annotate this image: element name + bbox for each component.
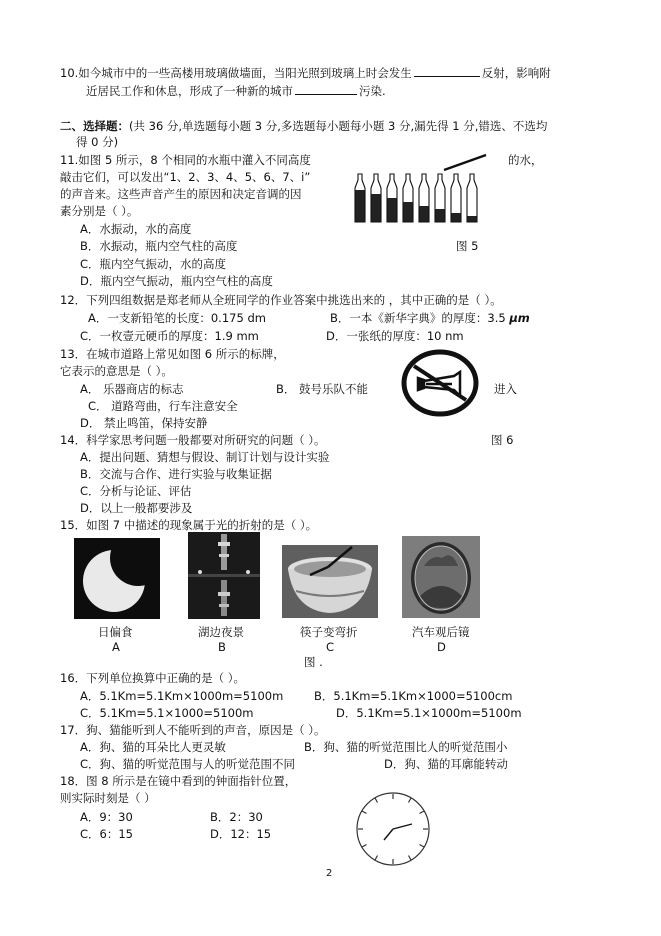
water-bottles-figure bbox=[352, 152, 498, 226]
q14-option-d[interactable]: D．以上一般都要涉及 bbox=[80, 501, 193, 515]
figure-caption: 图 6 bbox=[491, 433, 514, 447]
q16-stem: 16．下列单位换算中正确的是（ ）。 bbox=[60, 671, 246, 685]
lakeside-night-photo bbox=[188, 532, 260, 619]
section-desc: 得 0 分) bbox=[76, 135, 119, 149]
q11-stem: 敲击它们，可以发出“1、2、3、4、5、6、7、i” bbox=[60, 170, 311, 184]
stick-icon bbox=[444, 155, 486, 170]
figure-caption: 图 . bbox=[304, 655, 323, 669]
mirror-clock-icon bbox=[354, 790, 432, 868]
q11-stem: 素分别是（ ）。 bbox=[60, 204, 139, 218]
q18-option-a[interactable]: A．9：30 bbox=[80, 810, 133, 824]
q15-option-b[interactable]: B bbox=[218, 640, 226, 654]
car-mirror-photo bbox=[402, 536, 480, 618]
q11-option-d[interactable]: D．瓶内空气振动，瓶内空气柱的高度 bbox=[80, 274, 273, 288]
q18-stem: 18．图 8 所示是在镜中看到的钟面指针位置， bbox=[60, 774, 297, 788]
q12-stem: 12．下列四组数据是郑老师从全班同学的作业答案中挑选出来的 ，其中正确的是（ ）。 bbox=[60, 293, 502, 307]
q11-option-c[interactable]: C．瓶内空气振动，水的高度 bbox=[80, 257, 227, 271]
q13-option-d[interactable]: D． 禁止鸣笛，保持安静 bbox=[80, 416, 208, 430]
q12-option-d[interactable]: D．一张纸的厚度：10 nm bbox=[326, 329, 464, 343]
q16-option-a[interactable]: A．5.1Km=5.1Km×1000m=5100m bbox=[80, 689, 284, 703]
q14-stem: 14．科学家思考问题一般都要对所研究的问题（ ）。 bbox=[60, 433, 326, 447]
bent-chopstick-photo bbox=[282, 545, 378, 618]
no-horn-sign-icon bbox=[400, 348, 480, 418]
q18-option-c[interactable]: C．6：15 bbox=[80, 827, 133, 841]
q15-option-c[interactable]: C bbox=[326, 640, 335, 654]
q16-option-b[interactable]: B．5.1Km=5.1Km×1000=5100cm bbox=[314, 689, 513, 703]
q11-stem: 11.如图 5 所示，8 个相同的水瓶中灌入不同高度 bbox=[60, 153, 311, 167]
q18-option-d[interactable]: D．12：15 bbox=[210, 827, 272, 841]
q17-stem: 17．狗、猫能听到人不能听到的声音，原因是（ ）。 bbox=[60, 723, 326, 737]
solar-eclipse-photo bbox=[74, 538, 160, 619]
q13-option-c[interactable]: C． 道路弯曲，行车注意安全 bbox=[88, 399, 238, 413]
q13-stem: 13．在城市道路上常见如图 6 所示的标牌， bbox=[60, 347, 285, 361]
q16-option-d[interactable]: D．5.1Km=5.1×1000m=5100m bbox=[336, 706, 522, 720]
section-heading: 二、选择题：(共 36 分,单选题每小题 3 分,多选题每小题每小题 3 分,漏先得 1 分,错选、不选均 bbox=[60, 119, 548, 133]
q15-option-a[interactable]: A bbox=[112, 640, 120, 654]
q12-option-c[interactable]: C．一枚壹元硬币的厚度：1.9 mm bbox=[80, 329, 259, 343]
answer-blank[interactable] bbox=[295, 82, 357, 95]
q13-option-b-tail: 进入 bbox=[494, 382, 517, 396]
q12-option-b[interactable]: B．一本《新华字典》的厚度：3.5 μm bbox=[330, 311, 530, 325]
q10-line2: 近居民工作和休息，形成了一种新的城市 污染. bbox=[86, 84, 386, 98]
q16-option-c[interactable]: C．5.1Km=5.1×1000=5100m bbox=[80, 706, 254, 720]
q10-line1: 10.如今城市中的一些高楼用玻璃做墙面，当阳光照到玻璃上时会发生 反射，影响附 bbox=[60, 66, 551, 80]
q17-option-b[interactable]: B．狗、猫的听觉范围比人的听觉范围小 bbox=[304, 740, 508, 754]
photo-caption-c: 筷子变弯折 bbox=[300, 625, 358, 639]
q11-option-b[interactable]: B．水振动，瓶内空气柱的高度 bbox=[80, 239, 238, 253]
q17-option-a[interactable]: A．狗、猫的耳朵比人更灵敏 bbox=[80, 740, 226, 754]
figure-caption: 图 5 bbox=[456, 239, 479, 253]
q14-option-b[interactable]: B．交流与合作、进行实验与收集证据 bbox=[80, 467, 272, 481]
q11-stem: 的声音来。这些声音产生的原因和决定音调的因 bbox=[60, 187, 302, 201]
q11-option-a[interactable]: A．水振动，水的高度 bbox=[80, 222, 192, 236]
q15-option-d[interactable]: D bbox=[437, 640, 446, 654]
q18-stem: 则实际时刻是（ ） bbox=[60, 791, 156, 805]
photo-caption-b: 湖边夜景 bbox=[198, 625, 244, 639]
q12-option-a[interactable]: A．一支新铅笔的长度：0.175 dm bbox=[88, 311, 266, 325]
q13-option-b[interactable]: B． 鼓号乐队不能 bbox=[276, 382, 369, 396]
q18-option-b[interactable]: B．2：30 bbox=[210, 810, 263, 824]
answer-blank[interactable] bbox=[414, 64, 480, 77]
q17-option-c[interactable]: C．狗、猫的听觉范围与人的听觉范围不同 bbox=[80, 757, 296, 771]
q13-stem: 它表示的意思是（ ）。 bbox=[60, 364, 173, 378]
q13-option-a[interactable]: A． 乐器商店的标志 bbox=[80, 382, 184, 396]
q11-stem-tail: 的水， bbox=[508, 153, 543, 167]
photo-caption-d: 汽车观后镜 bbox=[412, 625, 470, 639]
q14-option-a[interactable]: A．提出问题、猜想与假设、制订计划与设计实验 bbox=[80, 450, 330, 464]
q17-option-d[interactable]: D．狗、猫的耳廓能转动 bbox=[384, 757, 508, 771]
q14-option-c[interactable]: C．分析与论证、评估 bbox=[80, 484, 192, 498]
photo-caption-a: 日偏食 bbox=[98, 625, 133, 639]
q15-stem: 15．如图 7 中描述的现象属于光的折射的是（ ）。 bbox=[60, 518, 318, 532]
page-number: 2 bbox=[326, 868, 333, 879]
